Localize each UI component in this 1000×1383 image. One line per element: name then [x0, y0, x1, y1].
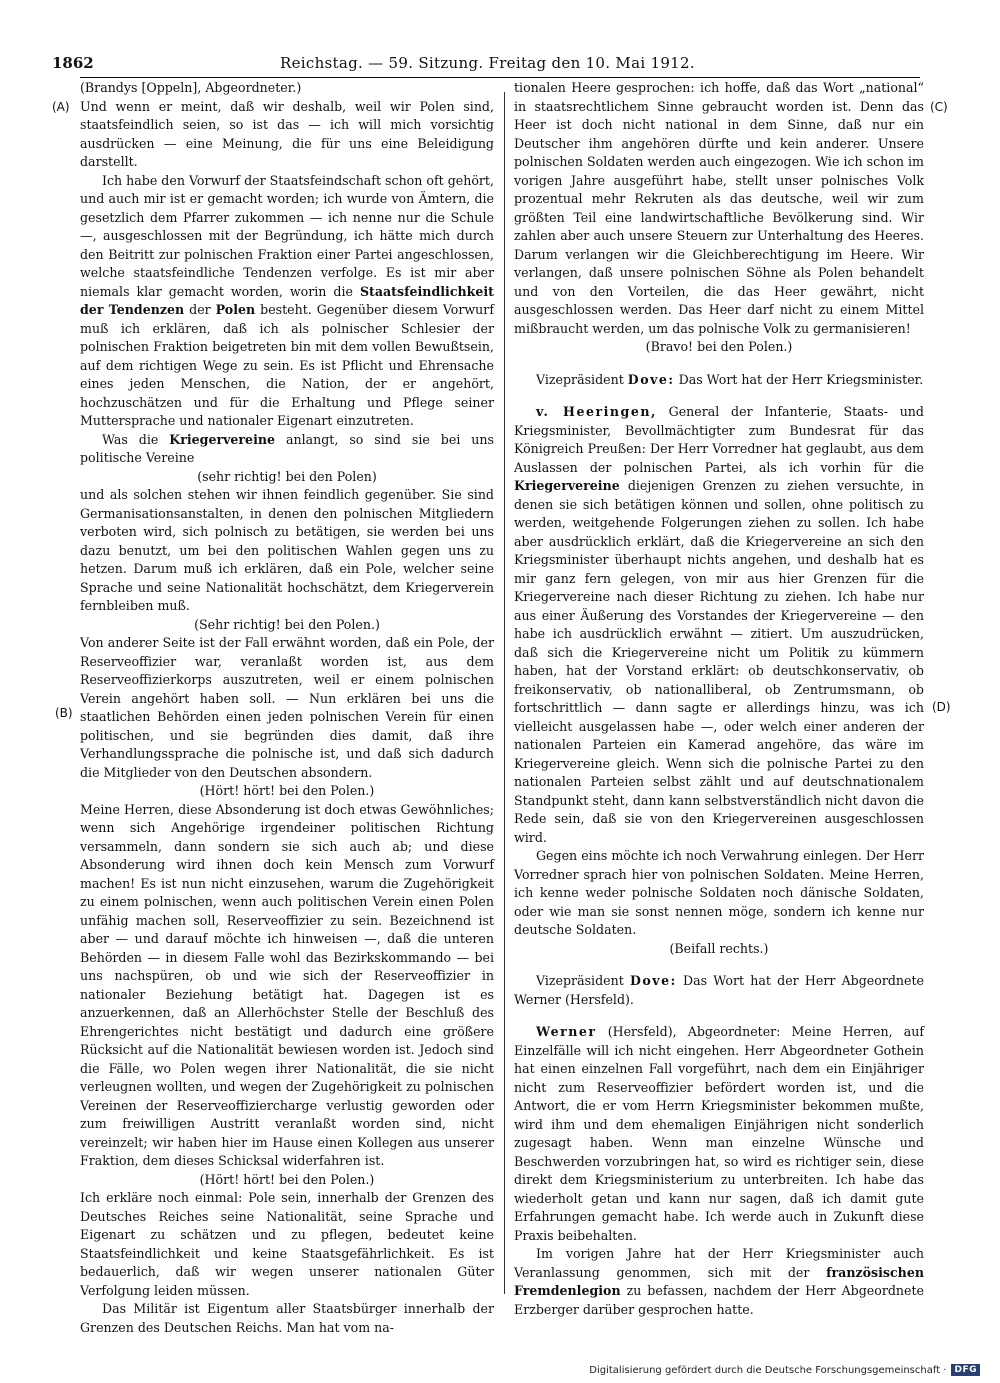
- margin-marker-d: (D): [932, 700, 951, 714]
- paragraph: Von anderer Seite ist der Fall erwähnt worden, daß ein Pole, der Reserveoffizier war, veranlaßt worden ist, aus dem Reserveoffizierkorps auszutreten, weil er einem polnischen Verein angehört haben soll. — Nun erklären bei uns die staatlichen Behörden einen jeden polnischen Verein für einen politischen, und sie begründen dies damit, daß ihre Verhandlungssprache die polnische ist, und daß sich dadurch die Mitglieder von den Deutschen absondern.: [80, 635, 494, 780]
- interjection: (Bravo! bei den Polen.): [645, 339, 793, 354]
- text-run: Im vorigen Jahre hat der Herr Kriegsminister auch Veranlassung genommen, sich mit der: [514, 1246, 924, 1280]
- digitization-footer: [589, 1364, 980, 1376]
- margin-marker-c: (C): [930, 100, 948, 114]
- speaker-name: Werner: [536, 1024, 597, 1039]
- paragraph: Und wenn er meint, daß wir deshalb, weil wir Polen sind, staatsfeindlich seien, so ist das — ich will mich vorsichtig ausdrücken — eine Meinung, die für uns eine Beleidigung darstellt.: [80, 98, 494, 169]
- text-run: der: [189, 302, 211, 317]
- text-run: anlangt, so sind sie bei uns politische Vereine: [80, 431, 494, 465]
- spacer: [514, 1009, 924, 1023]
- header-rule: [80, 77, 920, 78]
- paragraph: Das Militär ist Eigentum aller Staatsbürger innerhalb der Grenzen des Deutschen Reichs. Man hat vom na-: [80, 1301, 494, 1335]
- chair-remark: [514, 371, 924, 390]
- text-run: Vizepräsident: [536, 371, 624, 387]
- paragraph: Gegen eins möchte ich noch Verwahrung einlegen. Der Herr Vorredner sprach hier von polnischen Soldaten. Meine Herren, ich kenne weder polnische Soldaten noch dänische Soldaten, oder wie man sie sonst nennen möge, sondern ich kenne nur deutsche Soldaten.: [514, 848, 924, 937]
- paragraph: [80, 172, 494, 431]
- spacer: [514, 958, 924, 972]
- text-run: Ich habe den Vorwurf der Staatsfeindschaft schon oft gehört, und auch mir ist er gemacht worden; ich wurde von Ämtern, die gesetzlich dem Pfarrer zukommen — ich nenne nur die Schule —, ausgeschlossen mit der Begründung, ich hätte mich durch den Beitritt zur polnischen Fraktion einer Partei angeschlossen, welche staatsfeindliche Tendenzen verfolge. Es ist mir aber niemals klar gemacht worden, worin die: [80, 172, 494, 299]
- emphasis: Polen: [215, 302, 256, 317]
- column-divider: [504, 92, 505, 1294]
- left-column: [80, 79, 494, 1337]
- interjection: (sehr richtig! bei den Polen): [197, 468, 377, 484]
- paragraph: Ich erkläre noch einmal: Pole sein, innerhalb der Grenzen des Deutsches Reiches seine Nationalität, seine Sprache und Eigenart zu schätzen und zu pflegen, bedeutet keine Staatsfeindlichkeit und keine Staatsgefährlichkeit. Es ist bedauerlich, daß wir wegen unserer nationalen Güter Verfolgung leiden müssen.: [80, 1190, 494, 1298]
- text-run: Vizepräsident: [536, 973, 624, 988]
- text-run: General der Infanterie, Staats- und Kriegsminister, Bevollmächtigter zum Bundesrat für das Königreich Preußen: Der Herr Vorredner hat geglaubt, aus dem Auslassen der polnischen Partei, als ich vorhin für die: [514, 404, 924, 475]
- page-number: 1862: [52, 54, 94, 72]
- speaker-line: (Brandys [Oppeln], Abgeordneter.): [80, 80, 302, 95]
- speech-paragraph: [514, 1023, 924, 1245]
- interjection: (Hört! hört! bei den Polen.): [199, 1171, 375, 1187]
- interjection: (Sehr richtig! bei den Polen.): [194, 616, 380, 632]
- speaker-name: Dove:: [627, 371, 675, 387]
- speaker-name: Dove:: [629, 973, 677, 988]
- emphasis: französischen Fremdenlegion: [514, 1264, 924, 1298]
- interjection: (Beifall rechts.): [669, 940, 769, 956]
- margin-marker-a: (A): [52, 100, 70, 114]
- emphasis: Kriegervereine: [169, 431, 276, 447]
- right-column: [514, 79, 924, 1319]
- emphasis: Staatsfeindlichkeit der Tendenzen: [80, 283, 494, 317]
- text-run: Das Wort hat der Herr Abgeordnete Werner (Hersfeld).: [514, 973, 924, 1007]
- paragraph: Meine Herren, diese Absonderung ist doch etwas Gewöhnliches; wenn sich Angehörige irgendeiner politischen Richtung versammeln, dann sondern sie sich auch ab; und diese Absonderung wird ihnen doch kein Mensch zum Vorwurf machen! Es ist nun nicht einzusehen, warum die Zugehörigkeit zu einem polnischen, wenn auch politischen Verein einen Polen unfähig machen soll, Reserveoffizier zu sein. Bezeichnend ist aber — und darauf möchte ich hinweisen —, daß die unteren Behörden — in diesem Falle wohl das Bezirkskommando — bei uns nachspüren, ob und wie sich der Reserveoffizier in nationaler Beziehung betätigt hat. Dagegen ist es anzuerkennen, daß an Allerhöchster Stelle der Beschluß des Ehrengerichtes nicht bestätigt und dadurch eine größere Rücksicht auf die Nationalität bewiesen worden ist. Jedoch sind die Fälle, wo Polen wegen ihrer Nationalität, die sie nicht verleugnen wollten, und wegen der Zugehörigkeit zu polnischen Vereinen der Reserveoffiziercharge verlustig geworden oder zum freiwilligen Austritt veranlaßt worden sind, nicht vereinzelt; wir haben hier im Hause einen Kollegen aus unserer Fraktion, dem dieses Schicksal widerfahren ist.: [80, 801, 494, 1168]
- speaker-name: v. Heeringen,: [536, 404, 657, 419]
- text-run: Das Wort hat der Herr Kriegsminister.: [678, 371, 924, 387]
- spacer: [514, 389, 924, 403]
- margin-marker-b: (B): [55, 706, 73, 720]
- text-run: diejenigen Grenzen zu ziehen versuchte, in denen sie sich betätigen können und sollen, ohne politisch zu werden, weitgehende Folgerungen ziehen zu sollen. Ich habe aber ausdrücklich erklärt, daß die Kriegervereine an sich den Kriegsminister überhaupt nichts angehen, und deshalb hat es mir ganz fern gelegen, von mir aus hier Grenzen für die Kriegervereine nach dieser Richtung zu ziehen. Ich habe nur aus einer Äußerung des Vorstandes der Kriegervereine — den habe ich ausdrücklich erwähnt — zitiert. Um auszudrücken, daß sich die Kriegervereine nicht um Politik zu kümmern haben, hat der Vorstand erklärt: ob deutschkonservativ, ob freikonservativ, ob nationalliberal, ob Zentrumsmann, ob fortschrittlich — dann sagte er allerdings hinzu, was ich vielleicht ausgelassen habe —, oder welch einer anderen der nationalen Parteien ein Kamerad angehöre, das wäre im Kriegervereine gleich. Wenn sich die polnische Partei zu den nationalen Parteien selbst zählt und auf deutschnationalem Standpunkt steht, dann kann selbstverständlich nicht davon die Rede sein, daß sie von den Kriegervereinen ausgeschlossen wird.: [514, 478, 924, 845]
- paragraph: tionalen Heere gesprochen: ich hoffe, daß das Wort „national“ in staatsrechtlichem Sinne gebraucht worden ist. Denn das Heer ist doch nicht national in dem Sinne, daß nur ein Deutscher ihm angehören dürfte und kein anderer. Unsere polnischen Soldaten werden auch eingezogen. Wie ich schon im vorigen Jahre ausgeführt habe, stellt unser polnisches Volk prozentual mehr Rekruten als das deutsche, weil wir zum größten Teil eine landwirtschaftliche Bevölkerung sind. Wir zahlen aber auch unsere Steuern zur Unterhaltung des Heeres. Darum verlangen wir die Gleichberechtigung im Heere. Wir verlangen, daß unsere polnischen Söhne als Polen behandelt und von den Vorteilen, die das Heer gewährt, nicht ausgeschlossen werden. Das Heer darf nicht zu einem Mittel mißbraucht werden, um das polnische Volk zu germanisieren!: [514, 80, 924, 336]
- text-run: Was die: [102, 431, 159, 447]
- footer-text: Digitalisierung gefördert durch die Deutsche Forschungsgemeinschaft ·: [589, 1364, 947, 1376]
- chair-remark: [514, 972, 924, 1009]
- paragraph: und als solchen stehen wir ihnen feindlich gegenüber. Sie sind Germanisationsanstalten, in denen den polnischen Mitgliedern verboten wird, sich polnisch zu betätigen, sie werden bei uns dazu benutzt, um bei den politischen Wahlen gegen uns zu hetzen. Darum muß ich erklären, daß ein Pole, welcher seine Sprache und seine Nationalität hochschätzt, dem Kriegerverein fernbleiben muß.: [80, 487, 494, 613]
- text-run: besteht. Gegenüber diesem Vorwurf muß ich erklären, daß ich als polnischer Schlesier der polnischen Fraktion beigetreten bin mit dem vollen Bewußtsein, auf dem richtigen Wege zu sein. Es ist Pflicht und Ehrensache eines jeden Menschen, die Nation, der er angehört, hochzuschätzen und für die Erhaltung und Pflege seiner Muttersprache und nationaler Eigenart einzutreten.: [80, 302, 494, 428]
- dfg-logo: DFG: [951, 1364, 980, 1376]
- text-run: (Hersfeld), Abgeordneter: Meine Herren, auf Einzelfälle will ich nicht eingehen. Herr Abgeordneter Gothein hat einen einzelnen Fall vorgeführt, nach dem ein Einjähriger nicht zum Reserveoffizier befördert worden ist, und die Antwort, die er vom Herrn Kriegsminister bekommen mußte, wird ihm und dem ehemaligen Einjährigen nicht sonderlich zugesagt haben. Wenn man einzelne Wünsche und Beschwerden vorzubringen hat, so wird es richtiger sein, diese direkt dem Kriegsministerium zu unterbreiten. Ich habe das wiederholt getan und kann nur sagen, daß ich damit gute Erfahrungen gemacht habe. Ich werde auch in Zukunft diese Praxis beibehalten.: [514, 1024, 924, 1243]
- running-title: Reichstag. — 59. Sitzung. Freitag den 10. Mai 1912.: [280, 54, 695, 72]
- interjection: (Hört! hört! bei den Polen.): [199, 783, 375, 798]
- paragraph: [514, 1245, 924, 1319]
- paragraph: [80, 431, 494, 468]
- emphasis: Kriegervereine: [514, 478, 620, 493]
- text-run: zu befassen, nachdem der Herr Abgeordnete Erzberger darüber gesprochen hatte.: [514, 1283, 924, 1317]
- speech-paragraph: [514, 403, 924, 847]
- page-header: [52, 52, 942, 74]
- spacer: [514, 357, 924, 371]
